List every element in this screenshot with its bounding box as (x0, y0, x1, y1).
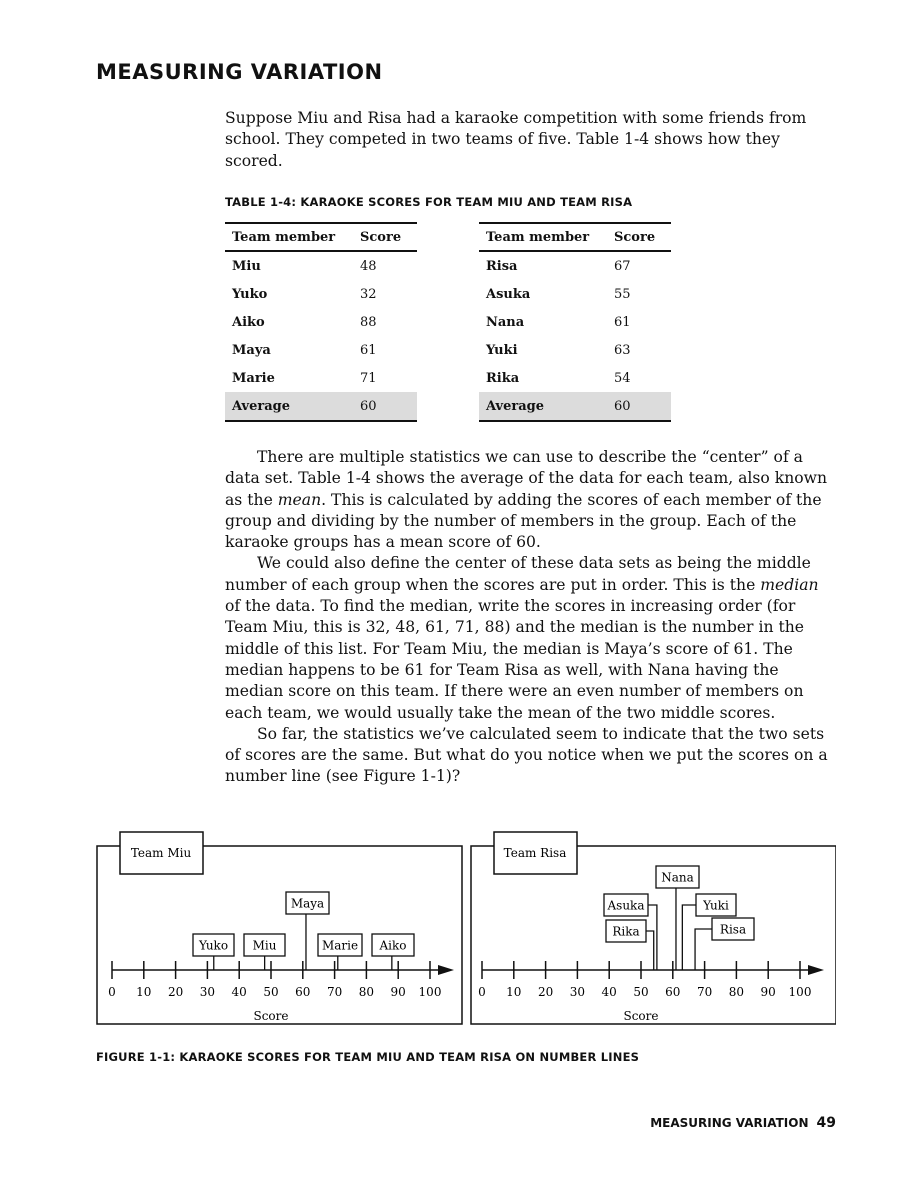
paragraph-median (225, 553, 837, 723)
team-risa-title: Team Risa (503, 846, 567, 860)
running-head: MEASURING VARIATION (650, 1116, 809, 1130)
team-miu-axis-arrow (438, 965, 454, 975)
data-point-label: Rika (612, 924, 640, 939)
member-score: 67 (614, 258, 631, 274)
team-risa-axis-label: Score (623, 1009, 659, 1023)
team-risa-tick-label: 40 (601, 985, 617, 999)
member-score: 48 (360, 258, 377, 274)
figure-caption: FIGURE 1-1: KARAOKE SCORES FOR TEAM MIU AND TEAM RISA ON NUMBER LINES (96, 1050, 640, 1064)
member-name: Maya (232, 342, 271, 358)
member-name: Risa (486, 258, 518, 274)
member-name: Yuki (486, 342, 518, 358)
member-score: 55 (614, 286, 631, 302)
member-name: Aiko (232, 314, 265, 330)
table-row (225, 308, 417, 336)
team-risa-tick-label: 50 (633, 985, 649, 999)
team-risa-tick-label: 80 (728, 985, 745, 999)
average-row (225, 392, 417, 421)
member-score: 61 (360, 342, 377, 358)
team-risa-tick-label: 60 (665, 985, 681, 999)
paragraph-text: There are multiple statistics we can use to describe the “center” of a data set. Table 1-4 shows the average of the data for each team, also known as the (225, 448, 828, 509)
data-point-leader (682, 905, 696, 970)
data-point-label: Aiko (379, 938, 407, 953)
team-risa-axis-arrow (808, 965, 824, 975)
paragraph-text: . This is calculated by adding the scores of each member of the group and dividing by the number of members in the group. Each of the karaoke groups has a mean score of 60. (225, 490, 822, 552)
member-score: 54 (614, 370, 631, 386)
member-name: Miu (232, 258, 261, 274)
team-miu-tick-label: 40 (231, 985, 247, 999)
team-risa-tick-label: 100 (788, 985, 812, 999)
team-miu-tick-label: 90 (390, 985, 406, 999)
team-risa-tick-label: 70 (696, 985, 713, 999)
data-point-leader (695, 929, 712, 970)
member-name: Rika (486, 370, 520, 386)
team-miu-axis-label: Score (253, 1009, 289, 1023)
team-miu-tick-label: 0 (108, 985, 116, 999)
average-value: 60 (360, 398, 377, 414)
average-value: 60 (614, 398, 631, 414)
member-name: Marie (232, 370, 275, 386)
table-row (225, 336, 417, 364)
table-row (479, 251, 671, 280)
average-label: Average (486, 398, 545, 414)
data-point-leader (648, 905, 657, 970)
table-caption: TABLE 1-4: KARAOKE SCORES FOR TEAM MIU AND TEAM RISA (225, 195, 633, 209)
figure-number-lines (96, 830, 836, 1034)
member-score: 32 (360, 286, 377, 302)
table-row (479, 280, 671, 308)
number-line-figure (96, 830, 836, 1030)
table-header-row (225, 223, 417, 251)
team-risa-table (479, 222, 671, 422)
paragraph-text: of the data. To find the median, write the scores in increasing order (for Team Miu, this is 32, 48, 61, 71, 88) and the median is the number in the middle of this list. For Team Miu, the median is Maya’s score of 61. The median happens to be 61 for Team Risa as well, with Nana having the median score on this team. If there were an even number of members on each team, we would usually take the mean of the two middle scores. (225, 597, 804, 722)
member-name: Nana (486, 314, 525, 330)
team-miu-tick-label: 80 (358, 985, 375, 999)
team-miu-table (225, 222, 417, 422)
table-row (479, 308, 671, 336)
data-point-label: Marie (321, 938, 359, 953)
team-risa-tick-label: 0 (478, 985, 486, 999)
table-row (479, 364, 671, 392)
data-point-leader (646, 931, 654, 970)
member-score: 88 (360, 314, 377, 330)
team-miu-tick-label: 50 (263, 985, 279, 999)
data-point-label: Miu (252, 938, 277, 953)
member-score: 63 (614, 342, 631, 358)
data-point-label: Asuka (607, 898, 645, 913)
table-row (225, 280, 417, 308)
team-miu-tick-label: 60 (295, 985, 311, 999)
paragraph-mean (225, 447, 837, 553)
page-number: 49 (816, 1115, 836, 1131)
team-miu-tick-label: 100 (418, 985, 442, 999)
intro-paragraph (225, 108, 837, 172)
section-title: MEASURING VARIATION (96, 60, 383, 84)
team-miu-tick-label: 70 (326, 985, 343, 999)
team-miu-tick-label: 20 (167, 985, 184, 999)
term-mean: mean (277, 490, 322, 509)
team-risa-tick-label: 10 (506, 985, 522, 999)
team-miu-tick-label: 30 (199, 985, 216, 999)
team-risa-tick-label: 20 (537, 985, 554, 999)
table-row (225, 251, 417, 280)
data-point-label: Risa (719, 922, 747, 937)
team-risa-tick-label: 30 (569, 985, 586, 999)
intro-text: Suppose Miu and Risa had a karaoke competition with some friends from school. They competed in two teams of five. Table 1-4 shows how they scored. (225, 109, 807, 170)
table-row (479, 336, 671, 364)
data-point-label: Maya (290, 896, 325, 911)
paragraph-number-line: So far, the statistics we’ve calculated seem to indicate that the two sets of scores are the same. But what do you notice when we put the scores on a number line (see Figure 1-1)? (225, 724, 828, 786)
data-point-label: Yuki (703, 898, 729, 913)
member-name: Yuko (232, 286, 268, 302)
paragraph-text: We could also define the center of these data sets as being the middle number of each group when the scores are put in order. This is the (225, 554, 811, 594)
member-score: 61 (614, 314, 631, 330)
body-text (225, 447, 837, 788)
team-miu-title: Team Miu (130, 846, 192, 860)
team-risa-tick-label: 90 (760, 985, 776, 999)
term-median: median (760, 575, 819, 594)
data-point-label: Yuko (198, 938, 229, 953)
table-header-row (479, 223, 671, 251)
page-footer (650, 1115, 836, 1131)
average-label: Average (232, 398, 291, 414)
column-header-member: Team member (232, 229, 336, 245)
column-header-score: Score (360, 229, 402, 245)
column-header-score: Score (614, 229, 656, 245)
data-point-label: Nana (661, 870, 694, 885)
team-miu-tick-label: 10 (136, 985, 152, 999)
member-score: 71 (360, 370, 377, 386)
column-header-member: Team member (486, 229, 590, 245)
table-row (225, 364, 417, 392)
average-row (479, 392, 671, 421)
member-name: Asuka (486, 286, 531, 302)
